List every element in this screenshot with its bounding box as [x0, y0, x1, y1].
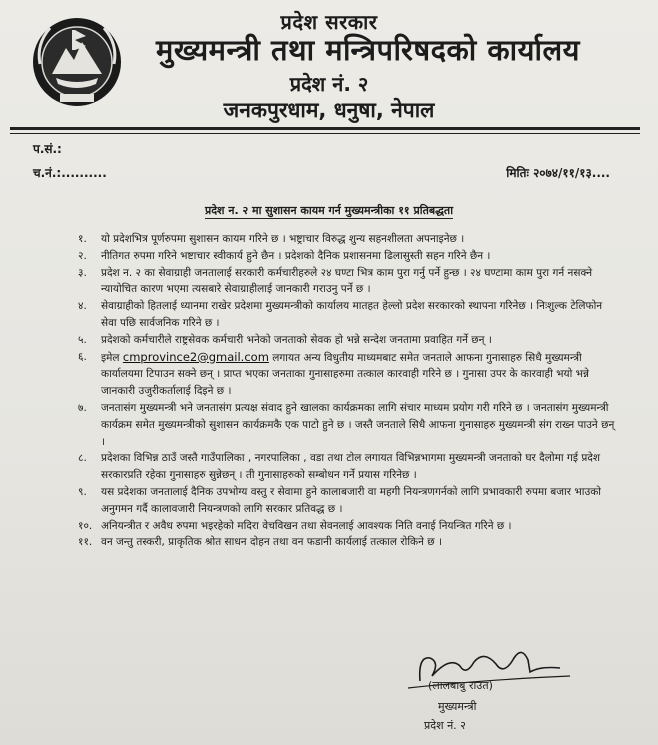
list-item	[78, 349, 618, 400]
list-item	[78, 265, 618, 299]
list-item	[78, 518, 618, 535]
signatory-title: मुख्यमन्त्री	[438, 700, 477, 713]
header-divider-thin	[10, 133, 640, 134]
header-divider	[10, 127, 640, 130]
item-text: प्रदेशका विभिन्न ठाउँ जस्तै गाउँपालिका , नगरपालिका , वडा तथा टोल लगायत विभिन्नभागमा मुख्यमन्त्री जनताको घर दैलोमा गई प्रदेश सरकारप्रति रहेका गुनासाहरु सुन्नेछन् । ती गुनासाहरुको सम्बोधन गर्ने प्रयास गरिनेछ ।	[101, 452, 601, 482]
item-number: १.	[78, 233, 87, 245]
item-text: सेवाग्राहीको हितलाई ध्यानमा राखेर प्रदेशमा मुख्यमन्त्रीको कार्यालय मातहत हेल्लो प्रदेश सरकारको स्थापना गरिनेछ । निःशुल्क टेलिफोन सेवा पछि सार्वजनिक गरिने छ ।	[101, 300, 603, 329]
item-text-before-email: इमेल	[101, 351, 120, 364]
item-text-after-email: लगायत अन्य विधुतीय माध्यमबाट समेत जनताले आफना गुनासाहरु सिधै मुख्यमन्त्री कार्यालयमा टिपाउन सक्ने छन् । प्राप्त भएका जनताका गुनासाहरुमा तत्काल कारवाही गरिने छ । गुनासा उपर के कारवाही भयो भन्ने जानकारी उजुरीकर्तालाई दिइने छ ।	[101, 351, 590, 398]
dispatch-number: च.नं.:..........	[33, 166, 107, 180]
item-number: २.	[78, 249, 87, 262]
item-number: १०.	[78, 519, 93, 532]
list-item	[78, 450, 618, 484]
commitment-list	[78, 231, 618, 551]
email-link[interactable]: cmprovince2@gmail.com	[122, 349, 269, 364]
province-number: प्रदेश नं. २	[289, 72, 369, 96]
item-number: ११.	[78, 536, 93, 549]
item-text: प्रदेशको कर्मचारीले राष्ट्रसेवक कर्मचारी भनेको जनताको सेवक हो भन्ने सन्देश जनतामा प्रवाहित गर्ने छन् ।	[101, 333, 492, 346]
list-item	[78, 298, 618, 332]
signatory-office: प्रदेश नं. २	[424, 719, 466, 732]
item-number: ७.	[78, 401, 87, 414]
item-text: यो प्रदेशभित्र पूर्णरुपमा सुशासन कायम गरिने छ । भष्ट्राचार विरुद्ध शुन्य सहनशीलता अपनाइनेछ ।	[101, 233, 465, 245]
list-item	[78, 534, 618, 551]
letter-reference-number: प.सं.:	[33, 142, 62, 156]
item-number: ८.	[78, 452, 87, 465]
list-item	[78, 484, 618, 518]
list-item	[78, 400, 618, 450]
office-title: मुख्यमन्त्री तथा मन्त्रिपरिषदको कार्यालय	[156, 33, 580, 67]
item-text: जनतासंग मुख्यमन्त्री भने जनतासंग प्रत्यक्ष संवाद हुने खालका कार्यक्रमका लागि संचार माध्यम प्रयोग गरी गरिने छ । जनतासंग मुख्यमन्त्री कार्यक्रम समेत मुख्यमन्त्रीको सुशासन कार्यक्रमकै एक पाटो हुने छ । जस्तै जनताले सिधै आफना गुनासाहरु मुख्यमन्त्री संग राख्न पाउने छन् ।	[101, 401, 615, 448]
item-number: ३.	[78, 266, 87, 279]
signatory-name: (लालबाबु राउत)	[428, 679, 493, 692]
item-number: ४.	[78, 300, 87, 313]
letter-date: मितिः २०७४/११/१३....	[506, 166, 610, 180]
letter-subject	[0, 203, 658, 218]
list-item	[78, 248, 618, 265]
item-text: प्रदेश न. २ का सेवाग्राही जनतालाई सरकारी कर्मचारीहरुले २४ घण्टा भित्र काम पुरा गर्नु पर्ने हुन्छ । २४ घण्टामा काम पुरा गर्न नसक्ने न्यायोचित कारण भएमा त्यसबारे सेवाग्राहीलाई जानकारी गराउनु पर्ने छ ।	[101, 266, 593, 296]
subject-text: प्रदेश न. २ मा सुशासन कायम गर्न मुख्यमन्त्रीका ११ प्रतिबद्धता	[204, 204, 454, 217]
government-title: प्रदेश सरकार	[280, 10, 378, 34]
item-text: अनियन्त्रीत र अवैध रुपमा भइरहेको मदिरा वेचविखन तथा सेवनलाई आवश्यक निति वनाई नियन्त्रित गरिने छ ।	[101, 519, 512, 532]
item-text: यस प्रदेशका जनतालाई दैनिक उपभोग्य वस्तु र सेवामा हुने कालाबजारी वा महगी नियन्त्रणगर्नको लागि प्रभावकारी रुपमा बजार भाउको अनुगमन गर्दै कालावजारी नियन्त्रणको लागि सरकार प्रतिवद्ध छ ।	[101, 485, 602, 515]
list-item	[78, 231, 618, 248]
item-number: ९.	[78, 485, 87, 498]
list-item	[78, 332, 618, 349]
office-address: जनकपुरधाम, धनुषा, नेपाल	[223, 98, 435, 122]
item-text: वन जन्तु तस्करी, प्राकृतिक श्रोत साधन दोहन तथा वन फडानी कार्यलाई तत्काल रोकिने छ ।	[101, 536, 442, 549]
item-number: ६.	[78, 350, 87, 363]
item-number: ५.	[78, 333, 87, 346]
item-text: नीतिगत रुपमा गरिने भष्टाचार स्वीकार्य हुने छैन । प्रदेशको दैनिक प्रशासनमा ढिलासुस्ती सहन गरिने छैन ।	[101, 249, 491, 262]
